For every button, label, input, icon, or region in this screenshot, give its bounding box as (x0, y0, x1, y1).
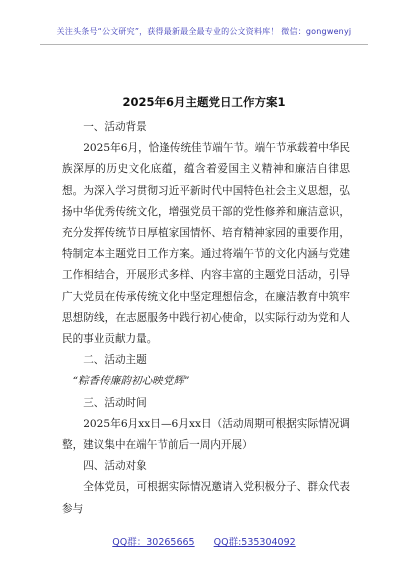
document-body (62, 112, 350, 520)
section-text-background: 2025年6月，恰逢传统佳节端午节。端午节承载着中华民族深厚的历史文化底蕴，蕴含着爱国主义精神和廉洁自律思想。为深入学习贯彻习近平新时代中国特色社会主义思想，弘扬中华优秀传统文化，增强党员干部的党性修养和廉洁意识，充分发挥传统节日厚植家国情怀、培育精神家园的重要作用，特制定本主题党日工作方案。通过将端午节的文化内涵与党建工作相结合，开展形式多样、内容丰富的主题党日活动，引导广大党员在传承传统文化中坚定理想信念，在廉洁教育中筑牢思想防线，在志愿服务中践行初心使命，以实际行动为党和人民的事业贡献力量。 (62, 142, 350, 346)
footer-qq-group-1[interactable]: QQ群：30265665 (112, 537, 195, 548)
footer-qq-group-2[interactable]: QQ群:535304092 (213, 537, 296, 548)
section-heading-target: 四、活动对象 (83, 460, 147, 473)
section-heading-theme: 二、活动主题 (83, 354, 147, 367)
section-text-theme: “粽香传廉韵初心映党辉” (72, 375, 190, 388)
footer (0, 534, 408, 548)
header-banner: 关注头条号“公文研究”，获得最新最全最专业的公文资料库！ 微信：gongwenyj (56, 27, 352, 36)
section-heading-time: 三、活动时间 (83, 396, 147, 409)
section-text-target: 全体党员，可根据实际情况邀请入党积极分子、群众代表参与 (62, 481, 350, 515)
document-title: 2025年6月主题党日工作方案1 (122, 95, 286, 109)
header-divider (40, 44, 368, 45)
section-heading-background: 一、活动背景 (83, 121, 147, 133)
section-text-time: 2025年6月xx日—6月xx日（活动周期可根据实际情况调整，建议集中在端午节前后一周内开展） (62, 417, 350, 452)
